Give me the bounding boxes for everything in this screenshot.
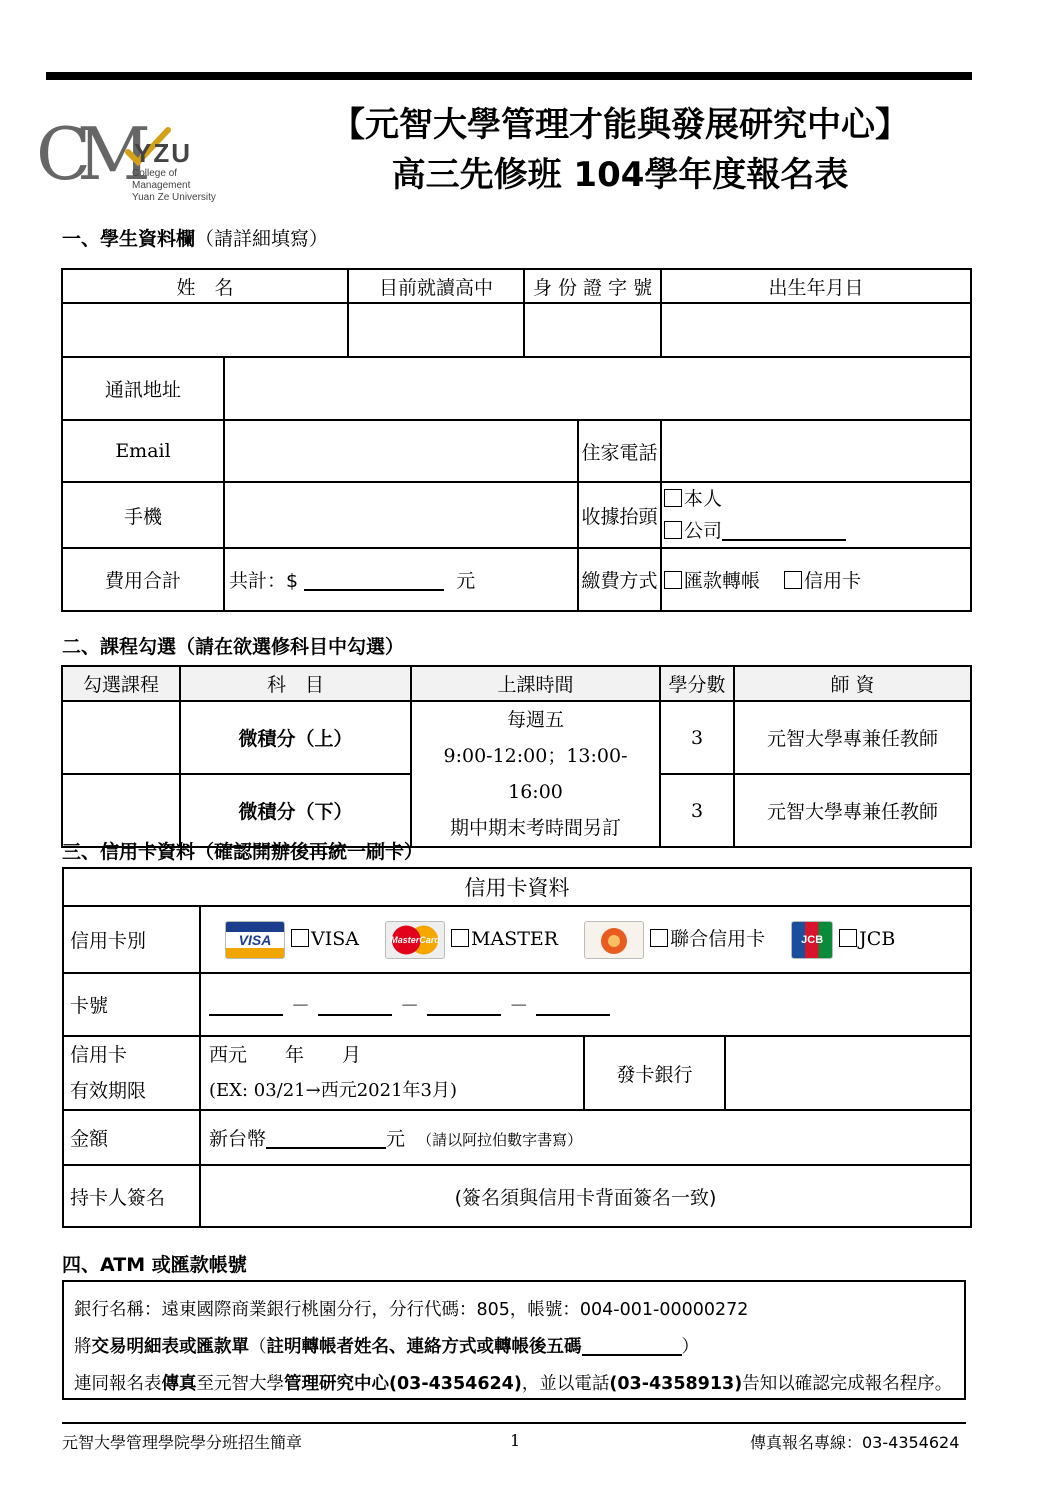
card-number-label: 卡號	[63, 973, 200, 1036]
course-credits-1: 3	[660, 701, 734, 774]
signature-field[interactable]: (簽名須與信用卡背面簽名一致)	[200, 1165, 971, 1227]
checkbox[interactable]	[839, 929, 857, 947]
footer-right: 傳真報名專線：03-4354624	[750, 1433, 960, 1452]
section4-heading: 四、ATM 或匯款帳號	[62, 1254, 247, 1276]
pay-option-credit[interactable]: 信用卡	[784, 570, 861, 592]
footer-rule	[62, 1422, 966, 1424]
course-select-1[interactable]	[62, 701, 180, 774]
card-number-field: － － －	[200, 973, 971, 1036]
name-field[interactable]	[62, 303, 348, 357]
header-school: 目前就讀高中	[348, 269, 524, 303]
checkbox[interactable]	[451, 929, 469, 947]
receipt-label: 收據抬頭	[578, 482, 661, 548]
card-option-jcb[interactable]: JCB JCB	[791, 928, 895, 950]
expiry-field[interactable]: 西元 年 月 (EX: 03/21→西元2021年3月)	[200, 1036, 584, 1110]
page-title: 【元智大學管理才能與發展研究中心】	[331, 105, 909, 145]
transfer-instruction-line: 將交易明細表或匯款單（註明轉帳者姓名、連絡方式或轉帳後五碼 ）	[74, 1329, 954, 1366]
card-option-master[interactable]: MasterCard MASTER	[385, 928, 564, 950]
card-number-part-2[interactable]	[318, 994, 392, 1016]
fee-amount-blank[interactable]	[304, 569, 444, 591]
logo-name: YZU	[134, 138, 192, 168]
course-time: 每週五 9:00-12:00；13:00-16:00 期中期末考時間另訂	[411, 701, 660, 847]
card-number-part-1[interactable]	[209, 994, 283, 1016]
header-time: 上課時間	[411, 666, 660, 701]
receipt-option-self[interactable]: 本人	[664, 483, 968, 515]
address-field[interactable]	[224, 357, 971, 420]
checkbox[interactable]	[650, 929, 668, 947]
checkbox[interactable]	[784, 571, 802, 589]
checkbox[interactable]	[664, 521, 682, 539]
course-name-2: 微積分（下）	[180, 774, 411, 847]
jcb-logo-icon: JCB	[791, 921, 833, 959]
bank-info-line: 銀行名稱：遠東國際商業銀行桃園分行，分行代碼：805，帳號：004-001-00000272	[74, 1300, 749, 1320]
card-number-part-3[interactable]	[427, 994, 501, 1016]
header-subject: 科 目	[180, 666, 411, 701]
pay-option-transfer[interactable]: 匯款轉帳	[664, 570, 760, 592]
union-card-logo-icon	[584, 921, 644, 959]
issuing-bank-field[interactable]	[725, 1036, 971, 1110]
email-label: Email	[62, 420, 224, 482]
visa-logo-icon: VISA	[225, 921, 285, 959]
yzu-logo	[36, 112, 236, 203]
payment-options	[661, 548, 971, 611]
course-name-1: 微積分（上）	[180, 701, 411, 774]
email-field[interactable]	[224, 420, 578, 482]
id-field[interactable]	[524, 303, 661, 357]
home-phone-label: 住家電話	[578, 420, 661, 482]
card-option-union[interactable]: 聯合信用卡	[584, 928, 771, 950]
issuing-bank-label: 發卡銀行	[584, 1036, 725, 1110]
checkbox[interactable]	[664, 571, 682, 589]
school-field[interactable]	[348, 303, 524, 357]
card-type-label: 信用卡別	[63, 906, 200, 973]
amount-label: 金額	[63, 1110, 200, 1165]
course-credits-2: 3	[660, 774, 734, 847]
footer-left: 元智大學管理學院學分班招生簡章	[62, 1433, 303, 1452]
receipt-option-company[interactable]: 公司	[664, 515, 968, 547]
mobile-field[interactable]	[224, 482, 578, 548]
card-number-part-4[interactable]	[536, 994, 610, 1016]
credit-card-title: 信用卡資料	[63, 868, 971, 906]
header-birthday: 出生年月日	[661, 269, 971, 303]
receipt-options	[661, 482, 971, 548]
logo-mark: CM	[36, 112, 137, 196]
card-type-options	[200, 906, 971, 973]
section3-heading: 三、信用卡資料（確認開辦後再統一刷卡）	[62, 841, 424, 863]
header-teacher: 師 資	[734, 666, 971, 701]
logo-subtitle: College of Management Yuan Ze University	[132, 168, 216, 203]
section1-heading: 一、學生資料欄（請詳細填寫）	[62, 228, 329, 250]
amount-blank[interactable]	[266, 1127, 386, 1149]
student-info-table	[61, 268, 972, 612]
home-phone-field[interactable]	[661, 420, 971, 482]
card-option-visa[interactable]: VISA VISA	[225, 928, 365, 950]
section2-heading: 二、課程勾選（請在欲選修科目中勾選）	[62, 636, 405, 658]
header-select: 勾選課程	[62, 666, 180, 701]
header-name: 姓 名	[62, 269, 348, 303]
fee-field: 共計：$ 元	[224, 548, 578, 611]
signature-label: 持卡人簽名	[63, 1165, 200, 1227]
course-select-2[interactable]	[62, 774, 180, 847]
fee-label: 費用合計	[62, 548, 224, 611]
top-rule	[46, 72, 972, 80]
course-teacher-1: 元智大學專兼任教師	[734, 701, 971, 774]
credit-card-table	[62, 867, 972, 1228]
mastercard-logo-icon: MasterCard	[385, 921, 445, 959]
fax-instruction-line: 連同報名表傳真至元智大學管理研究中心(03-4354624)，並以電話(03-4358913)告知以確認完成報名程序。	[74, 1374, 953, 1394]
company-blank[interactable]	[722, 519, 846, 541]
header-credits: 學分數	[660, 666, 734, 701]
birthday-field[interactable]	[661, 303, 971, 357]
address-label: 通訊地址	[62, 357, 224, 420]
course-table	[61, 665, 972, 848]
page-number: 1	[510, 1431, 521, 1450]
page-subtitle: 高三先修班 104學年度報名表	[391, 155, 849, 195]
payment-label: 繳費方式	[578, 548, 661, 611]
atm-info-box	[62, 1280, 966, 1400]
checkbox[interactable]	[664, 489, 682, 507]
header-id: 身 份 證 字 號	[524, 269, 661, 303]
course-teacher-2: 元智大學專兼任教師	[734, 774, 971, 847]
transfer-code-blank[interactable]	[582, 1334, 682, 1356]
checkbox[interactable]	[291, 929, 309, 947]
mobile-label: 手機	[62, 482, 224, 548]
expiry-label: 信用卡 有效期限	[63, 1036, 200, 1110]
amount-field: 新台幣 元 （請以阿拉伯數字書寫）	[200, 1110, 971, 1165]
